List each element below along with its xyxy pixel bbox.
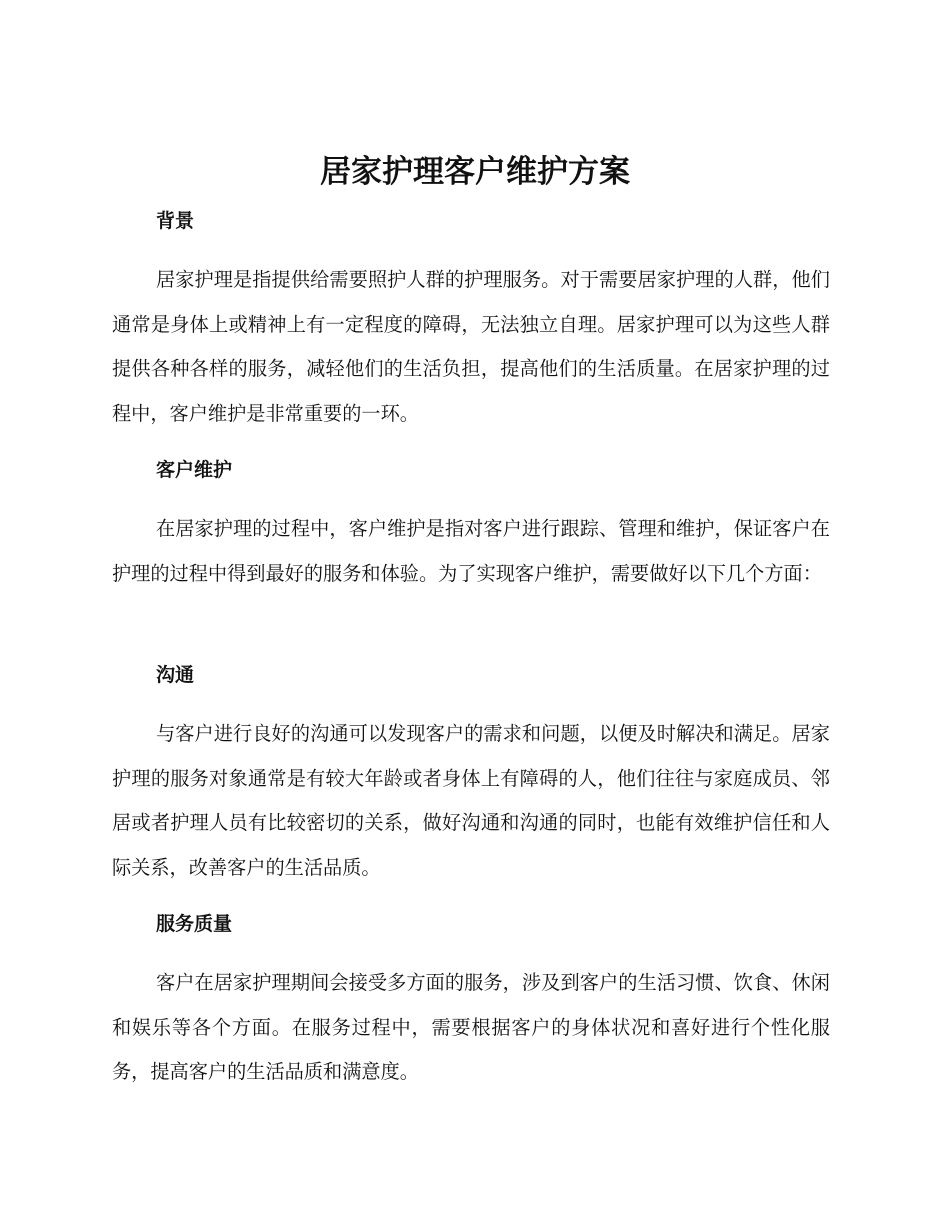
section-paragraph-background: 居家护理是指提供给需要照护人群的护理服务。对于需要居家护理的人群，他们通常是身体上或精神上有一定程度的障碍，无法独立自理。居家护理可以为这些人群提供各种各样的服务，减轻他们的生活负担，提高他们的生活质量。在居家护理的过程中，客户维护是非常重要的一环。 bbox=[112, 268, 830, 425]
section-heading-service-quality: 服务质量 bbox=[156, 913, 233, 935]
section-heading-customer-maintenance: 客户维护 bbox=[156, 459, 233, 481]
section-heading-background: 背景 bbox=[156, 210, 195, 232]
section-paragraph-service-quality: 客户在居家护理期间会接受多方面的服务，涉及到客户的生活习惯、饮食、休闲和娱乐等各个方面。在服务过程中，需要根据客户的身体状况和喜好进行个性化服务，提高客户的生活品质和满意度。 bbox=[112, 971, 830, 1084]
section-paragraph-communication: 与客户进行良好的沟通可以发现客户的需求和问题，以便及时解决和满足。居家护理的服务对象通常是有较大年龄或者身体上有障碍的人，他们往往与家庭成员、邻居或者护理人员有比较密切的关系，做好沟通和沟通的同时，也能有效维护信任和人际关系，改善客户的生活品质。 bbox=[112, 722, 830, 879]
section-heading-communication: 沟通 bbox=[156, 664, 195, 686]
document-title: 居家护理客户维护方案 bbox=[320, 154, 630, 190]
section-paragraph-customer-maintenance: 在居家护理的过程中，客户维护是指对客户进行跟踪、管理和维护，保证客户在护理的过程中得到最好的服务和体验。为了实现客户维护，需要做好以下几个方面： bbox=[112, 517, 830, 585]
